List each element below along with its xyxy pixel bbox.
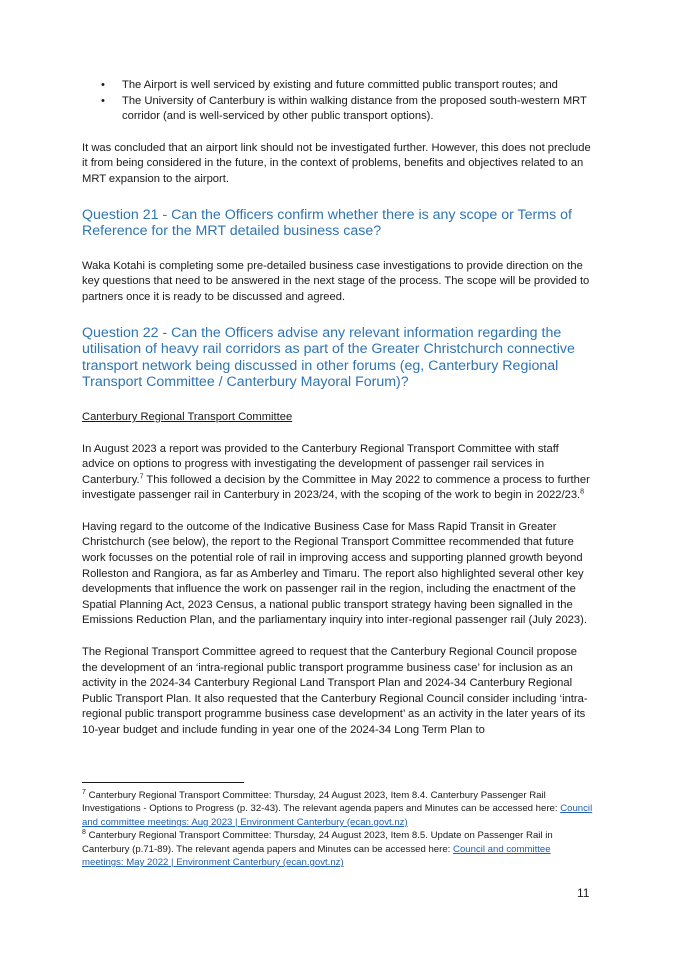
footnote-ref-8[interactable]: 8	[580, 488, 585, 496]
footnote-7: $^7$ Canterbury Regional Transport Committee: Thursday, 24 August 2023, Item 8.4. Canterbury Passenger Rail Investigations - Options to Progress (p. 32-43). The relevant agenda papers and Minutes can be accessed here: Council and committee meetings: Aug 2023 | Environment Canterbury (ecan.govt.nz)	[82, 788, 593, 828]
list-item: • The Airport is well serviced by existing and future committed public transport routes; and	[122, 78, 594, 94]
footnote-8-link[interactable]: Council and committee meetings: May 2022 | Environment Canterbury (ecan.govt.nz)	[82, 843, 551, 869]
bullet-icon: •	[101, 79, 105, 91]
section-subheading: Canterbury Regional Transport Committee	[82, 410, 293, 423]
footnotes	[82, 782, 594, 869]
paragraph-3: The Regional Transport Committee agreed to request that the Canterbury Regional Council propose the development of an ‘intra-regional public transport programme business case’ for inclusion as an activity in the 2024-34 Canterbury Regional Land Transport Plan and 2024-34 Canterbury Regional Public Transport Plan. It also requested that the Canterbury Regional Council consider including ‘intra-regional public transport programme business case development’ as an activity in the later years of its 10-year budget and include funding in year one of the 2024-34 Long Term Plan to	[82, 646, 588, 736]
footnote-ref-7[interactable]: 7	[139, 472, 144, 480]
footnote-7-link[interactable]: Council and committee meetings: Aug 2023 | Environment Canterbury (ecan.govt.nz)	[82, 803, 593, 828]
footnote-8: $^8$ Canterbury Regional Transport Committee: Thursday, 24 August 2023, Item 8.5. Update on Passenger Rail in Canterbury (p.71-89). The relevant agenda papers and Minutes can be accessed here: Council and committee meetings: May 2022 | Environment Canterbury (ecan.govt.nz)	[82, 829, 553, 869]
bullet-list	[82, 78, 594, 125]
document-body	[82, 78, 594, 739]
footnote-divider	[82, 782, 244, 783]
bullet-icon: •	[101, 94, 105, 107]
question-22-heading: Question 22 - Can the Officers advise any relevant information regarding the utilisation of heavy rail corridors as part of the Greater Christchurch connective transport network being discussed in other forums (eg, Canterbury Regional Transport Committee / Canterbury Mayoral Forum)?	[82, 324, 575, 391]
list-item: • The University of Canterbury is within walking distance from the proposed south-western MRT corridor (and is well-serviced by other public transport options).	[101, 94, 587, 123]
page-number: 11	[577, 886, 590, 900]
paragraph-2: Having regard to the outcome of the Indicative Business Case for Mass Rapid Transit in Greater Christchurch (see below), the report to the Regional Transport Committee recommended that future work focusses on the potential role of rail in improving access and supporting planned growth beyond Rolleston and Rangiora, as far as Amberley and Timaru. The report also highlighted several other key developments that influence the work on passenger rail in the region, including the enactment of the Spatial Planning Act, 2023 Census, a national public transport strategy having been signalled in the Emissions Reduction Plan, and the parliamentary inquiry into inter-regional passenger rail (July 2023).	[82, 520, 587, 627]
question-21-heading: Question 21 - Can the Officers confirm whether there is any scope or Terms of Reference for the MRT detailed business case?	[82, 206, 572, 240]
question-21-answer: Waka Kotahi is completing some pre-detailed business case investigations to provide direction on the key questions that need to be answered in the next stage of the process. The scope will be provided to partners once it is ready to be discussed and agreed.	[82, 259, 590, 303]
paragraph-airport: It was concluded that an airport link should not be investigated further. However, this does not preclude it from being considered in the future, in the context of problems, benefits and objectives related to an MRT expansion to the airport.	[82, 141, 591, 185]
paragraph-1: In August 2023 a report was provided to the Canterbury Regional Transport Committee with staff advice on options to progress with investigating the development of passenger rail services in Canterbury.$^7$ This followed a decision by the Committee in May 2022 to commence a process to further investigate passenger rail in Canterbury in 2023/24, with the scoping of the work to begin in 2022/23.$^8$	[82, 442, 590, 502]
